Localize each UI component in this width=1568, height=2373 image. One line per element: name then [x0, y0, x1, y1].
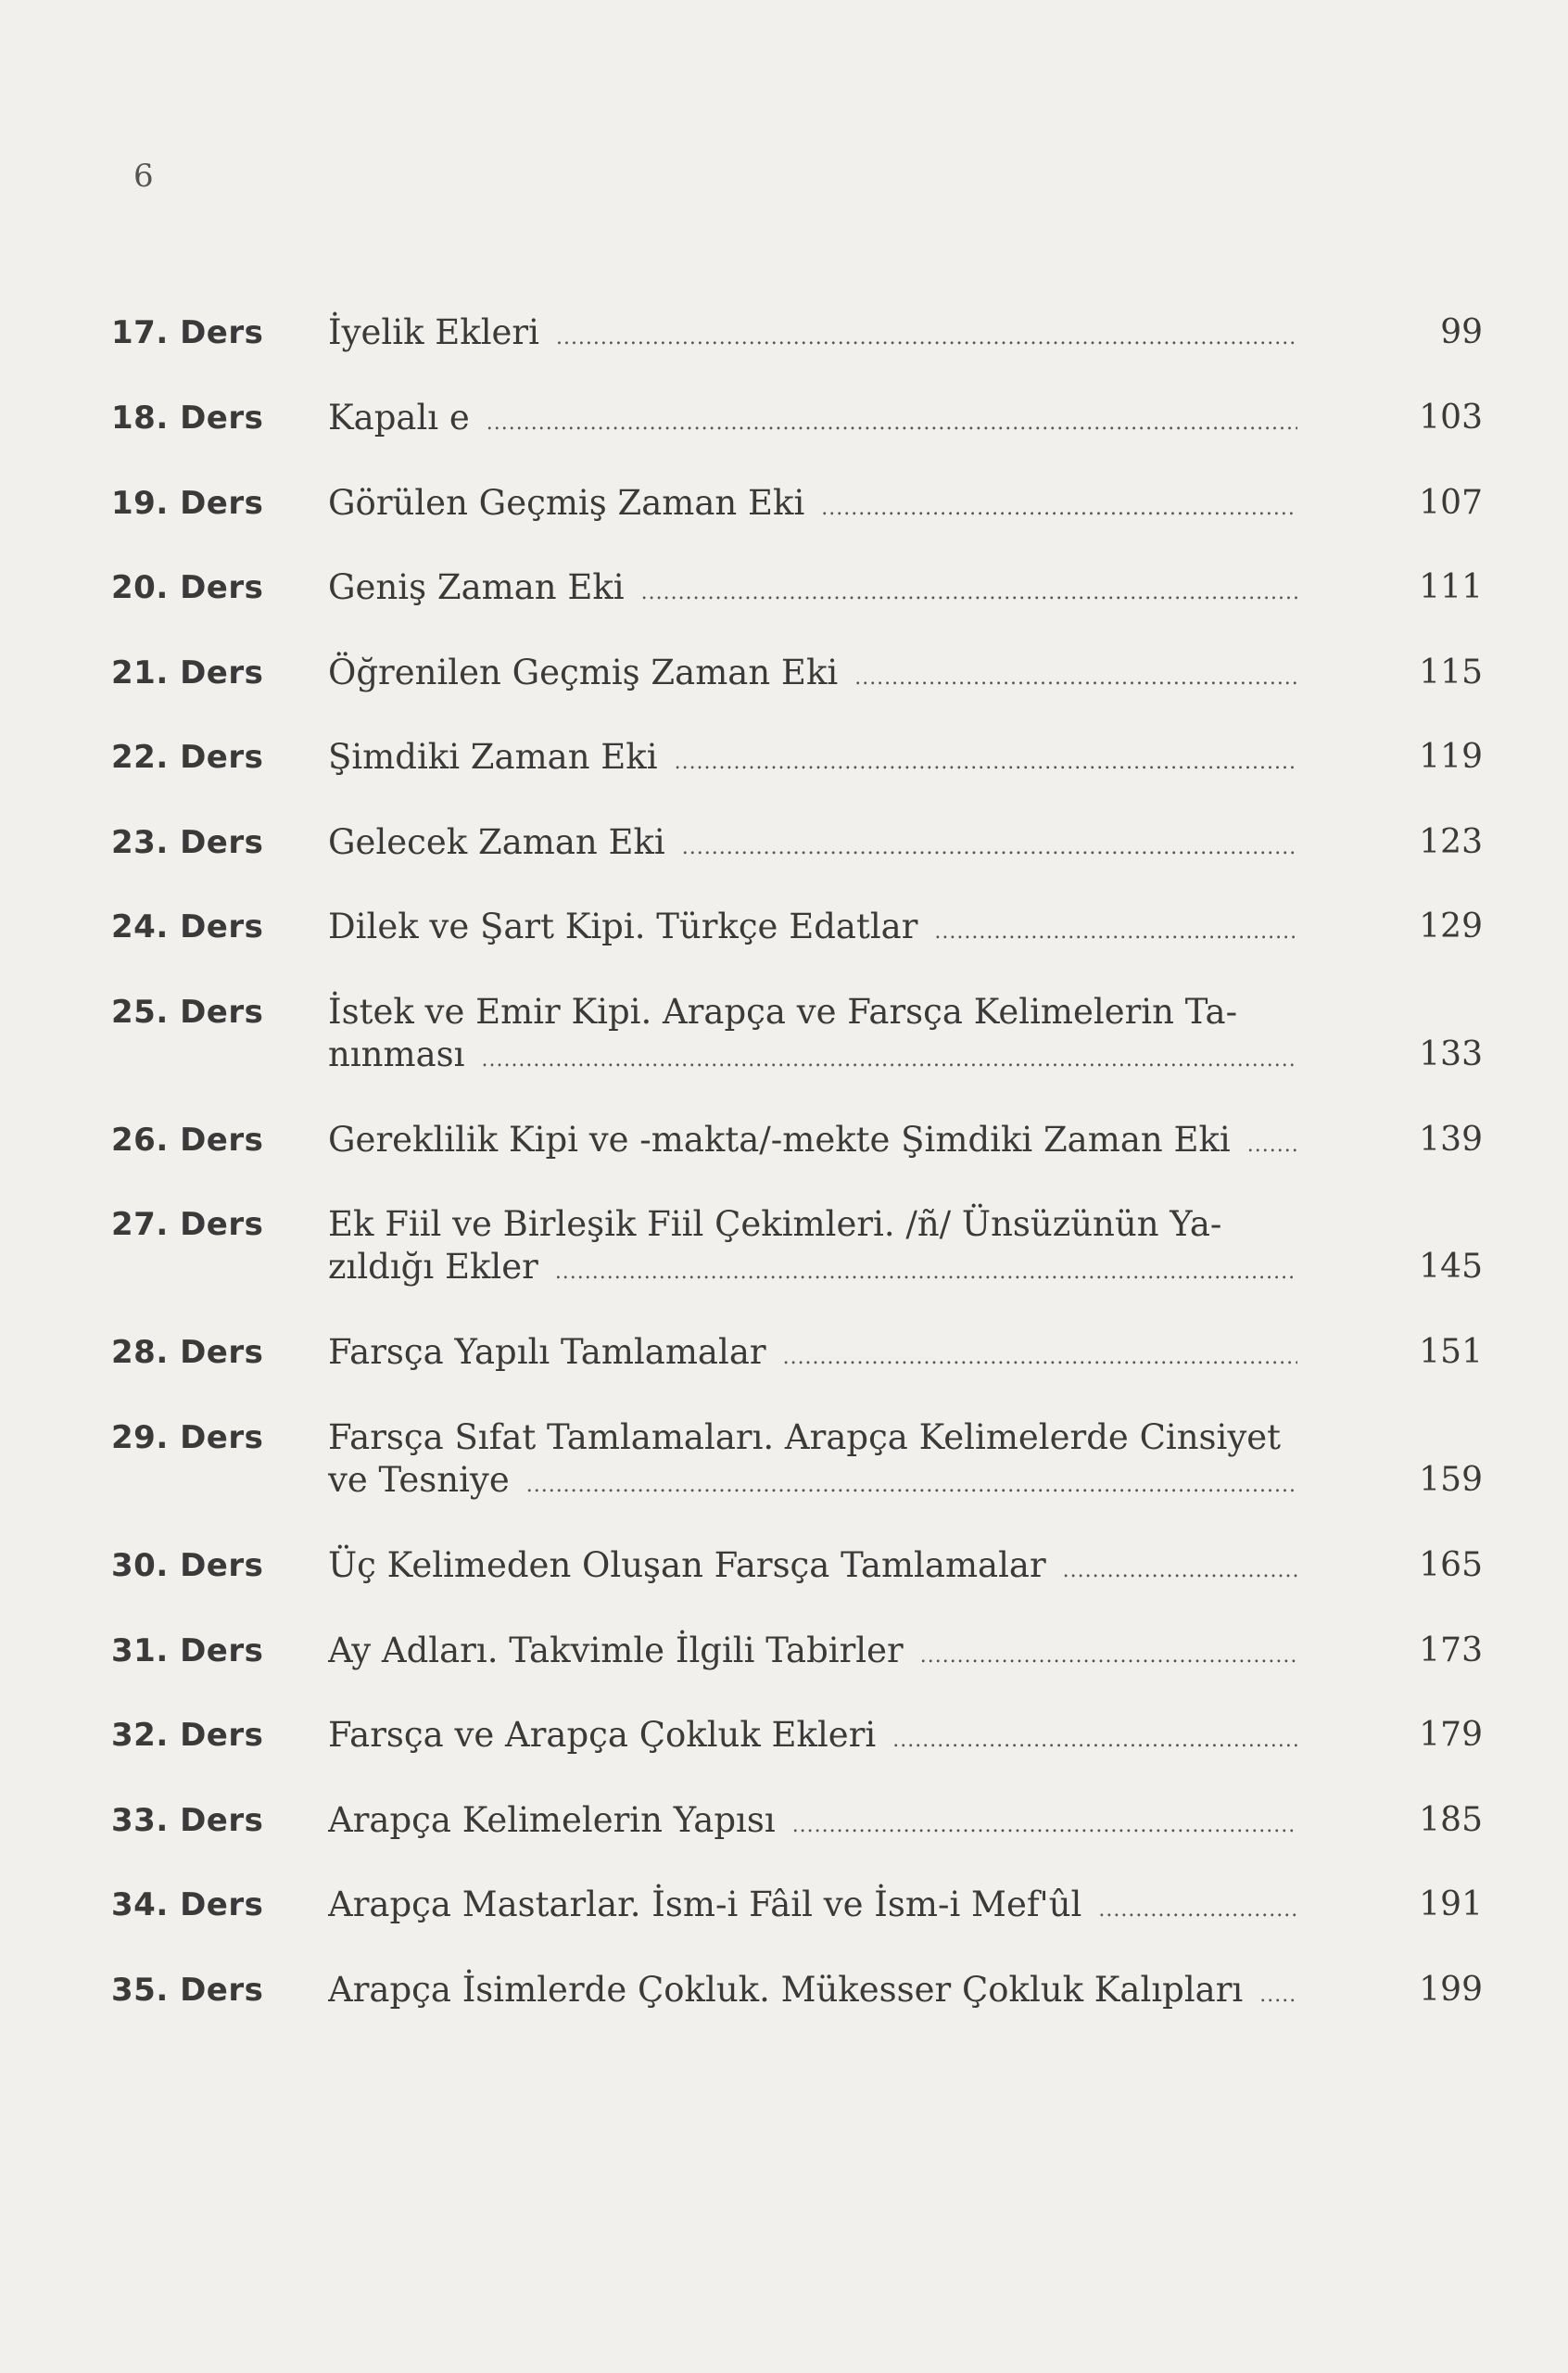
dot-leader: [1098, 1889, 1297, 1926]
lesson-title: [328, 397, 1310, 439]
lesson-title: [328, 991, 1310, 1076]
dot-leader: [555, 1251, 1297, 1288]
lesson-label: 27. Ders: [111, 1206, 264, 1243]
lesson-label: 18. Ders: [111, 400, 264, 437]
page-ref: 165: [1419, 1546, 1483, 1584]
page-ref: 111: [1419, 568, 1483, 606]
page-ref: 159: [1419, 1461, 1483, 1499]
lesson-title: [328, 1416, 1310, 1502]
lesson-label: 30. Ders: [111, 1547, 264, 1584]
dot-leader: [556, 317, 1297, 354]
title-line: Arapça İsimlerde Çokluk. Mükesser Çokluk Kalıpları: [328, 1970, 1244, 2010]
dot-leader: [675, 742, 1297, 779]
dot-leader: [892, 1719, 1297, 1757]
title-line: Ek Fiil ve Birleşik Fiil Çekimleri. /ñ/ Ünsüzünün Ya-: [328, 1204, 1222, 1244]
title-line: Görülen Geçmiş Zaman Eki: [328, 483, 805, 523]
page-ref: 115: [1419, 654, 1483, 692]
lesson-label: 32. Ders: [111, 1717, 264, 1754]
lesson-title: [328, 1884, 1310, 1926]
lesson-label: 22. Ders: [111, 739, 264, 776]
title-line: Gereklilik Kipi ve -makta/-mekte Şimdiki Zaman Eki: [328, 1120, 1231, 1160]
page-ref: 151: [1419, 1333, 1483, 1371]
title-line: Üç Kelimeden Oluşan Farsça Tamlamalar: [328, 1545, 1046, 1585]
lesson-title: [328, 1203, 1310, 1288]
dot-leader: [854, 657, 1297, 694]
page-ref: 123: [1419, 823, 1483, 861]
lesson-title: [328, 1969, 1310, 2011]
lesson-label: 34. Ders: [111, 1886, 264, 1923]
lesson-title: [328, 906, 1310, 948]
title-line: Dilek ve Şart Kipi. Türkçe Edatlar: [328, 907, 918, 946]
lesson-label: 19. Ders: [111, 485, 264, 522]
lesson-label: 23. Ders: [111, 824, 264, 861]
page-ref: 99: [1440, 313, 1483, 351]
title-line: Farsça ve Arapça Çokluk Ekleri: [328, 1715, 877, 1755]
lesson-title: [328, 311, 1310, 354]
page-ref: 179: [1419, 1716, 1483, 1754]
dot-leader: [641, 572, 1297, 609]
page-ref: 119: [1419, 738, 1483, 776]
lesson-label: 25. Ders: [111, 994, 264, 1031]
lesson-title: [328, 1544, 1310, 1587]
lesson-title: [328, 1119, 1310, 1161]
lesson-title: [328, 1630, 1310, 1672]
title-line: nınması: [328, 1034, 465, 1074]
lesson-title: [328, 736, 1310, 779]
dot-leader: [1063, 1550, 1297, 1587]
page-ref: 199: [1419, 1971, 1483, 2009]
title-line: ve Tesniye: [328, 1460, 510, 1500]
lesson-label: 33. Ders: [111, 1802, 264, 1839]
dot-leader: [792, 1805, 1297, 1842]
lesson-title: [328, 1799, 1310, 1842]
title-line: Şimdiki Zaman Eki: [328, 737, 658, 777]
lesson-label: 24. Ders: [111, 908, 264, 945]
lesson-label: 31. Ders: [111, 1632, 264, 1669]
title-line: Öğrenilen Geçmiş Zaman Eki: [328, 653, 839, 692]
lesson-title: [328, 1331, 1310, 1374]
lesson-title: [328, 566, 1310, 609]
title-line: İyelik Ekleri: [328, 312, 539, 352]
dot-leader: [1247, 1124, 1297, 1161]
title-line: Gelecek Zaman Eki: [328, 822, 665, 862]
dot-leader: [682, 827, 1297, 864]
page-number: 6: [133, 158, 154, 195]
page-ref: 191: [1419, 1885, 1483, 1923]
dot-leader: [481, 1039, 1297, 1076]
page-ref: 133: [1419, 1035, 1483, 1073]
dot-leader: [934, 911, 1297, 948]
title-line: Arapça Kelimelerin Yapısı: [328, 1800, 776, 1840]
title-line: Ay Adları. Takvimle İlgili Tabirler: [328, 1631, 904, 1670]
page-ref: 185: [1419, 1801, 1483, 1839]
page-ref: 103: [1419, 399, 1483, 437]
lesson-label: 29. Ders: [111, 1419, 264, 1456]
lesson-label: 21. Ders: [111, 654, 264, 692]
lesson-label: 17. Ders: [111, 314, 264, 351]
lesson-title: [328, 482, 1310, 525]
lesson-title: [328, 1714, 1310, 1757]
page-ref: 129: [1419, 907, 1483, 945]
lesson-title: [328, 652, 1310, 694]
title-line: İstek ve Emir Kipi. Arapça ve Farsça Kelimelerin Ta-: [328, 992, 1238, 1032]
dot-leader: [920, 1635, 1297, 1672]
lesson-label: 20. Ders: [111, 569, 264, 606]
title-line: Geniş Zaman Eki: [328, 567, 625, 607]
title-line: Arapça Mastarlar. İsm-i Fâil ve İsm-i Mef'ûl: [328, 1884, 1082, 1924]
page-ref: 139: [1419, 1121, 1483, 1159]
dot-leader: [783, 1337, 1297, 1374]
lesson-label: 26. Ders: [111, 1122, 264, 1159]
title-line: Kapalı e: [328, 398, 470, 438]
dot-leader: [487, 402, 1297, 439]
dot-leader: [1259, 1974, 1297, 2011]
page-ref: 107: [1419, 484, 1483, 522]
title-line: Farsça Yapılı Tamlamalar: [328, 1332, 766, 1372]
title-line: zıldığı Ekler: [328, 1247, 538, 1287]
lesson-label: 35. Ders: [111, 1972, 264, 2009]
page-ref: 173: [1419, 1631, 1483, 1669]
dot-leader: [821, 488, 1297, 525]
lesson-label: 28. Ders: [111, 1334, 264, 1371]
lesson-title: [328, 821, 1310, 864]
page-ref: 145: [1419, 1248, 1483, 1286]
dot-leader: [526, 1465, 1297, 1502]
title-line: Farsça Sıfat Tamlamaları. Arapça Kelimelerde Cinsiyet: [328, 1417, 1282, 1457]
